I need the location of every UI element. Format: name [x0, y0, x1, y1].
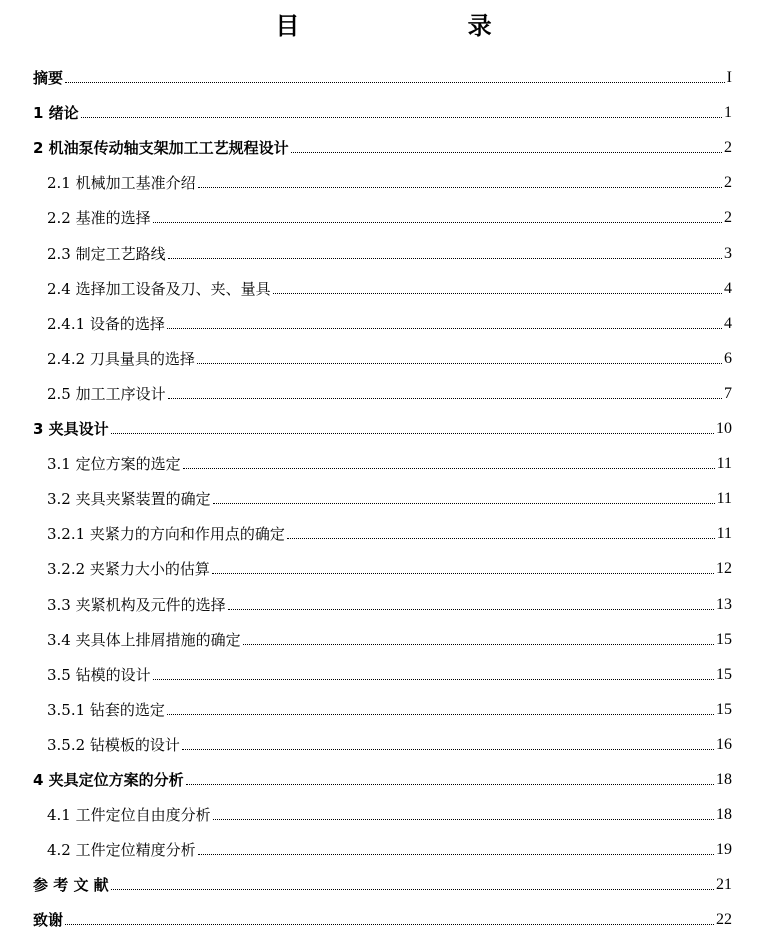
toc-entry-page-number: 15	[716, 665, 732, 683]
toc-entry-page-number: 18	[716, 806, 732, 824]
toc-leader-dots	[197, 362, 722, 364]
toc-entry[interactable]	[47, 473, 732, 509]
toc-entry-label: 摘要	[33, 69, 64, 87]
toc-leader-dots	[168, 397, 722, 399]
toc-leader-dots	[153, 678, 714, 680]
toc-leader-dots	[167, 327, 722, 329]
toc-leader-dots	[273, 292, 722, 294]
toc-entry-label: 2.5 加工工序设计	[47, 384, 166, 403]
toc-entry-page-number: 4	[724, 279, 732, 297]
toc-entry[interactable]	[33, 122, 732, 158]
toc-leader-dots	[168, 257, 722, 259]
toc-entry-label: 3.2 夹具夹紧装置的确定	[47, 490, 211, 509]
toc-entry[interactable]	[47, 333, 732, 369]
toc-entry-page-number: 4	[724, 314, 732, 332]
toc-entry[interactable]	[47, 368, 732, 404]
toc-entry-label: 2.4.1 设备的选择	[47, 314, 165, 333]
toc-entry[interactable]	[33, 754, 732, 790]
toc-leader-dots	[65, 81, 725, 83]
toc-entry[interactable]	[47, 157, 732, 193]
toc-leader-dots	[287, 537, 715, 539]
toc-entry-label: 4.2 工件定位精度分析	[47, 841, 196, 860]
toc-entry-page-number: 21	[716, 876, 732, 894]
toc-entry-page-number: 11	[716, 525, 732, 543]
toc-entry[interactable]	[47, 719, 732, 755]
toc-entry-label: 3.5.1 钻套的选定	[47, 700, 165, 719]
toc-entry-page-number: 7	[724, 384, 732, 402]
toc-entry-page-number: 2	[724, 139, 732, 157]
toc-entry-page-number: 6	[724, 349, 732, 367]
toc-entry[interactable]	[33, 403, 732, 439]
toc-entry-page-number: 3	[724, 244, 732, 262]
toc-entry[interactable]	[33, 52, 732, 88]
toc-leader-dots	[65, 923, 714, 925]
toc-entry-label: 2.4.2 刀具量具的选择	[47, 349, 195, 368]
toc-entry-label: 参 考 文 献	[33, 876, 109, 895]
toc-entry[interactable]	[47, 508, 732, 544]
toc-entry[interactable]	[47, 684, 732, 720]
toc-leader-dots	[228, 608, 714, 610]
toc-entry[interactable]	[33, 87, 732, 123]
toc-entry-page-number: 18	[716, 771, 732, 788]
toc-entry-page-number: 13	[716, 595, 732, 613]
toc-entry-page-number: 2	[724, 209, 732, 227]
toc-leader-dots	[167, 713, 714, 715]
toc-entry-label: 2 机油泵传动轴支架加工工艺规程设计	[33, 139, 289, 158]
toc-entry[interactable]	[47, 298, 732, 334]
toc-entry-label: 2.3 制定工艺路线	[47, 244, 166, 263]
toc-entry-page-number: 11	[716, 490, 732, 508]
toc-leader-dots	[182, 748, 714, 750]
toc-entry-page-number: 19	[716, 841, 732, 859]
toc-leader-dots	[81, 116, 722, 118]
toc-leader-dots	[153, 221, 722, 223]
toc-entry-label: 4.1 工件定位自由度分析	[47, 806, 211, 825]
toc-entry[interactable]	[47, 543, 732, 579]
toc-entry-page-number: 1	[724, 104, 732, 122]
toc-leader-dots	[186, 783, 714, 785]
toc-entry-label: 2.2 基准的选择	[47, 209, 151, 228]
toc-entry-label: 3 夹具设计	[33, 420, 109, 438]
toc-entry-page-number: 22	[716, 911, 732, 929]
toc-entry[interactable]	[47, 438, 732, 474]
toc-leader-dots	[243, 643, 714, 645]
toc-entry-page-number: 15	[716, 630, 732, 648]
toc-entry[interactable]	[33, 859, 732, 895]
toc-entry[interactable]	[47, 263, 732, 299]
toc-leader-dots	[198, 853, 714, 855]
toc-leader-dots	[198, 186, 722, 188]
toc-entry-label: 3.5 钻模的设计	[47, 665, 151, 684]
toc-entry-label: 2.1 机械加工基准介绍	[47, 174, 196, 193]
toc-entry-label: 3.3 夹紧机构及元件的选择	[47, 595, 226, 614]
toc-entry[interactable]	[47, 192, 732, 228]
toc-entry-label: 1 绪论	[33, 104, 79, 123]
toc-entry-label: 3.1 定位方案的选定	[47, 455, 181, 474]
toc-leader-dots	[291, 151, 722, 153]
toc-entry-page-number: 2	[724, 174, 732, 192]
toc-entry-label: 3.5.2 钻模板的设计	[47, 735, 180, 754]
toc-entry-label: 2.4 选择加工设备及刀、夹、量具	[47, 279, 271, 298]
toc-entry[interactable]	[47, 789, 732, 825]
toc-entry-label: 4 夹具定位方案的分析	[33, 771, 184, 789]
toc-entry-page-number: 15	[716, 700, 732, 718]
toc-entry[interactable]	[47, 824, 732, 860]
toc-entry[interactable]	[47, 228, 732, 264]
toc-entry-page-number: 11	[716, 455, 732, 473]
toc-entry-label: 3.2.1 夹紧力的方向和作用点的确定	[47, 525, 285, 544]
page-title: 目 录	[275, 12, 572, 40]
toc-entry-label: 3.4 夹具体上排屑措施的确定	[47, 630, 241, 649]
toc-entry-page-number: 12	[716, 560, 732, 578]
toc-leader-dots	[212, 572, 714, 574]
toc-entry-page-number: 16	[716, 735, 732, 753]
toc-entry[interactable]	[47, 614, 732, 650]
toc-entry-label: 3.2.2 夹紧力大小的估算	[47, 560, 210, 579]
toc-entry-page-number: I	[726, 69, 732, 86]
toc-leader-dots	[111, 888, 714, 890]
toc-entry-label: 致谢	[33, 911, 64, 930]
toc-leader-dots	[213, 818, 714, 820]
toc-leader-dots	[183, 467, 715, 469]
toc-entry[interactable]	[47, 649, 732, 685]
toc-entry[interactable]	[33, 894, 732, 930]
toc-entry-page-number: 10	[716, 420, 732, 437]
toc-leader-dots	[213, 502, 715, 504]
toc-leader-dots	[111, 432, 714, 434]
toc-entry[interactable]	[47, 579, 732, 615]
